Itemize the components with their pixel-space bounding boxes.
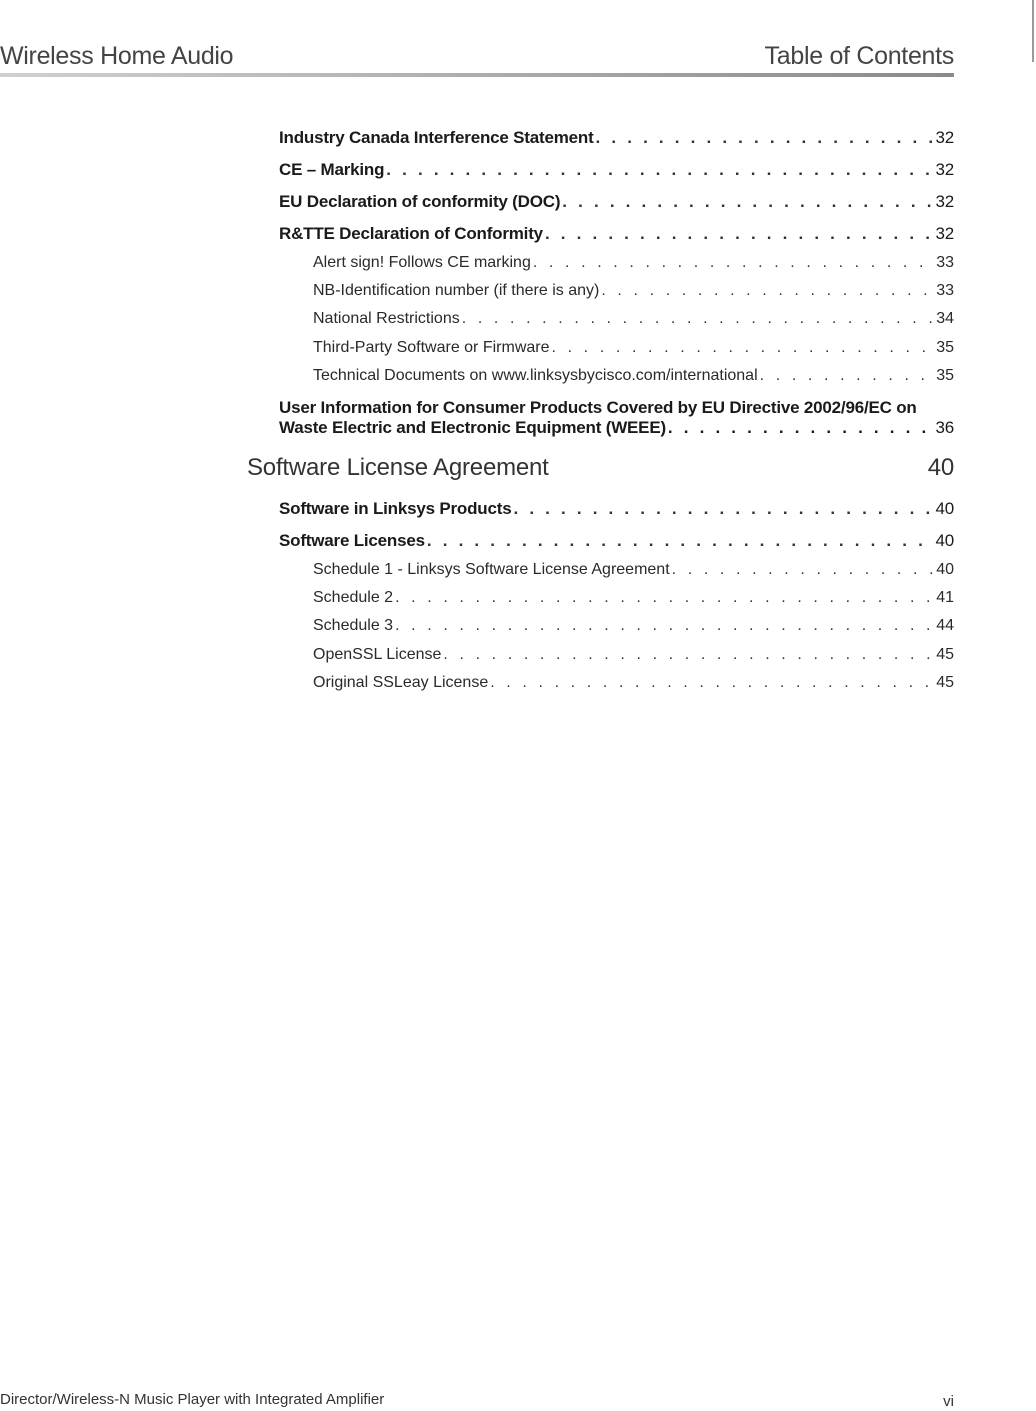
- toc-entry-multiline[interactable]: [279, 398, 954, 438]
- dot-leader: [441, 646, 936, 664]
- toc-entry-label: Technical Documents on www.linksysbycisco.com/international: [313, 367, 758, 384]
- dot-leader: [425, 531, 936, 551]
- toc-subentry[interactable]: [313, 561, 954, 579]
- toc-entry-label: R&TTE Declaration of Conformity: [279, 224, 543, 243]
- dot-leader: [599, 282, 936, 300]
- toc-entry-page: 32: [935, 192, 954, 211]
- dot-leader: [531, 254, 936, 272]
- toc-entry-page: 40: [936, 561, 954, 578]
- toc-entry-page: 34: [936, 310, 954, 327]
- toc-entry-label: Alert sign! Follows CE marking: [313, 254, 531, 271]
- toc-entry-label: OpenSSL License: [313, 646, 442, 663]
- header-divider: [0, 73, 954, 77]
- toc-entry-label: Software Licenses: [279, 531, 425, 550]
- toc-entry-page: 40: [935, 531, 954, 550]
- dot-leader: [511, 499, 935, 519]
- toc-entry-label: Schedule 2: [313, 589, 394, 606]
- toc-entry-label: Schedule 1 - Linksys Software License Agreement: [313, 561, 670, 578]
- toc-subentry[interactable]: [313, 339, 954, 357]
- toc-entry-page: 32: [935, 224, 954, 243]
- toc-entry-page: 45: [936, 646, 954, 663]
- page-edge-mark: [1032, 0, 1034, 62]
- toc-entry-page: 36: [935, 418, 954, 437]
- toc-entry-page: 33: [936, 282, 954, 299]
- dot-leader: [670, 561, 937, 579]
- toc-subentry[interactable]: [313, 674, 954, 692]
- toc-entry[interactable]: [279, 499, 954, 519]
- toc-entry[interactable]: [279, 224, 954, 244]
- toc-entry-label: User Information for Consumer Products Covered by EU Directive 2002/96/EC on: [279, 398, 917, 417]
- toc-subentry[interactable]: [313, 617, 954, 635]
- toc-entry-page: 32: [935, 128, 954, 147]
- footer-page-number: vi: [943, 1393, 954, 1410]
- toc-subentry[interactable]: [313, 367, 954, 385]
- toc-entry-page: 40: [935, 499, 954, 518]
- dot-leader: [666, 418, 936, 438]
- chapter-page: 40: [927, 454, 954, 481]
- toc-entry-label-continued: Waste Electric and Electronic Equipment (WEEE): [279, 418, 666, 437]
- footer-product-name: Director/Wireless-N Music Player with Integrated Amplifier: [0, 1391, 385, 1408]
- toc-entry-page: 32: [935, 160, 954, 179]
- dot-leader: [393, 589, 936, 607]
- toc-entry-label: Third-Party Software or Firmware: [313, 339, 550, 356]
- toc-subentry[interactable]: [313, 589, 954, 607]
- chapter-title: Software License Agreement: [247, 454, 549, 481]
- toc-entry-page: 41: [936, 589, 954, 606]
- toc-entry[interactable]: [279, 192, 954, 212]
- toc-entry[interactable]: [279, 128, 954, 148]
- dot-leader: [543, 224, 936, 244]
- dot-leader: [594, 128, 936, 148]
- toc-entry[interactable]: [279, 160, 954, 180]
- toc-entry-label: CE – Marking: [279, 160, 385, 179]
- dot-leader: [550, 339, 937, 357]
- toc-entry-label: Schedule 3: [313, 617, 394, 634]
- section-title: Table of Contents: [764, 42, 954, 70]
- toc-entry[interactable]: [279, 531, 954, 551]
- dot-leader: [560, 192, 935, 212]
- toc-entry-label: Industry Canada Interference Statement: [279, 128, 594, 147]
- toc-entry-page: 35: [936, 367, 954, 384]
- dot-leader: [460, 310, 936, 328]
- toc-entry-label: NB-Identification number (if there is any): [313, 282, 600, 299]
- toc-entry-page: 45: [936, 674, 954, 691]
- chapter-heading[interactable]: [247, 454, 954, 482]
- toc-entry-label: Original SSLeay License: [313, 674, 489, 691]
- dot-leader: [758, 367, 937, 385]
- document-title: Wireless Home Audio: [0, 42, 234, 70]
- toc-entry-page: 35: [936, 339, 954, 356]
- toc-entry-label: EU Declaration of conformity (DOC): [279, 192, 561, 211]
- toc-entry-page: 44: [936, 617, 954, 634]
- toc-subentry[interactable]: [313, 282, 954, 300]
- toc-entry-label: Software in Linksys Products: [279, 499, 512, 518]
- toc-subentry[interactable]: [313, 310, 954, 328]
- toc-subentry[interactable]: [313, 646, 954, 664]
- toc-entry-label: National Restrictions: [313, 310, 460, 327]
- dot-leader: [393, 617, 936, 635]
- toc-entry-page: 33: [936, 254, 954, 271]
- toc-subentry[interactable]: [313, 254, 954, 272]
- dot-leader: [488, 674, 936, 692]
- dot-leader: [384, 160, 935, 180]
